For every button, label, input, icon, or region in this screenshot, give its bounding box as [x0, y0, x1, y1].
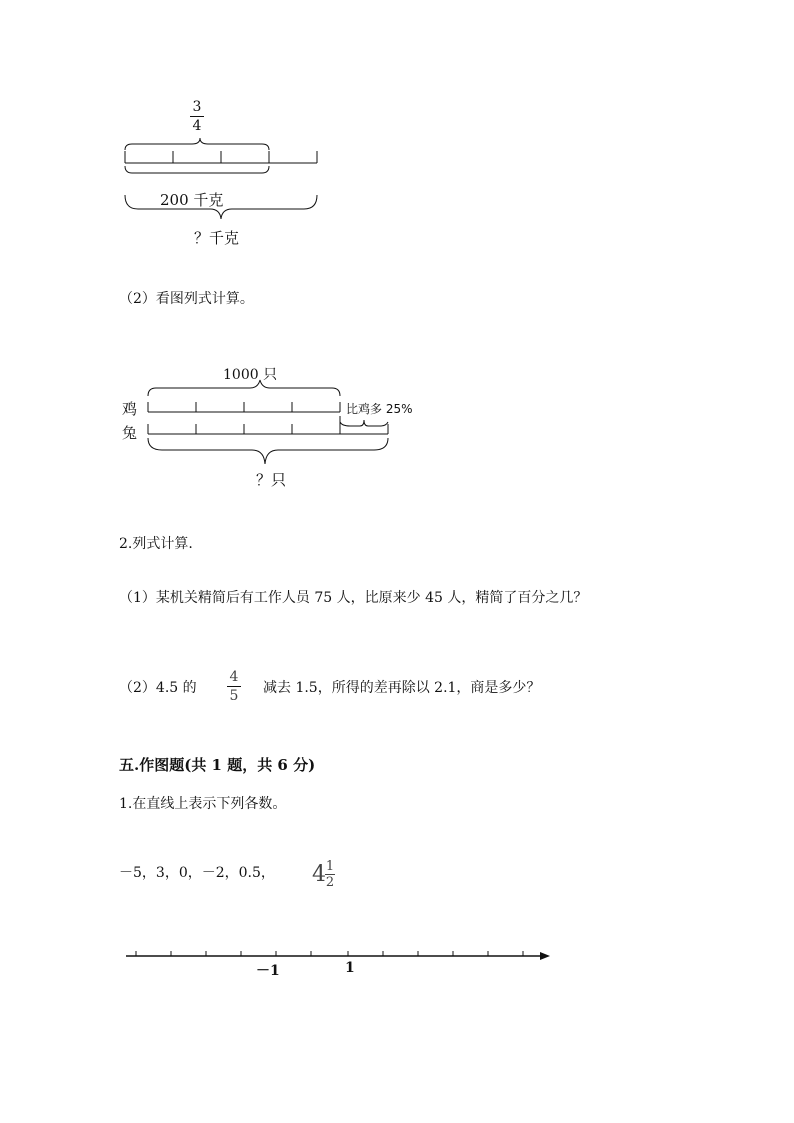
row-label-rabbit: 兔 [122, 424, 138, 442]
fraction-bar [190, 116, 204, 117]
diagram-kg-segments [110, 135, 340, 225]
label-unknown-count: ？只 [256, 471, 287, 489]
tick-label-neg1: －1 [256, 963, 280, 979]
fraction-four-fifths [227, 669, 241, 704]
label-200kg: 200 千克 [160, 191, 224, 209]
label-1000: 1000 只 [223, 367, 278, 383]
mixed-numerator: 1 [325, 859, 335, 874]
question-1: （1）某机关精简后有工作人员 75 人，比原来少 45 人，精简了百分之几？ [119, 590, 588, 606]
mixed-denominator: 2 [325, 875, 335, 890]
bottom-brace [148, 438, 388, 464]
question-2-post: 减去 1.5，所得的差再除以 2.1，商是多少？ [263, 680, 541, 696]
extra-brace [340, 420, 388, 426]
number-line [120, 945, 560, 975]
mixed-whole: 4 [312, 862, 326, 887]
tick-label-pos1: 1 [345, 960, 355, 976]
fraction-bar [227, 686, 241, 687]
label-unknown-kg: ？千克 [194, 229, 240, 247]
top-brace [125, 138, 269, 150]
fraction-numerator: 3 [192, 99, 202, 115]
fraction-three-quarters [190, 99, 204, 134]
question-number-line: 1.在直线上表示下列各数。 [119, 796, 287, 812]
mid-brace [125, 166, 269, 173]
top-brace [148, 380, 340, 396]
fraction-numerator: 4 [229, 669, 239, 685]
numbers-list: －5，3，0，－2，0.5， [119, 865, 275, 881]
section-heading: 五.作图题(共 1 题，共 6 分) [119, 756, 316, 774]
q2-prompt: （2）看图列式计算。 [119, 291, 254, 307]
fraction-denominator: 4 [192, 118, 202, 134]
fraction-denominator: 5 [229, 688, 239, 704]
mixed-number [312, 860, 342, 894]
section-title: 2.列式计算. [119, 536, 193, 552]
arrow-head-icon [540, 952, 550, 960]
question-2-pre: （2）4.5 的 [119, 680, 197, 696]
row-label-chicken: 鸡 [122, 400, 138, 418]
note-more-than-chicken: 比鸡多 25% [346, 402, 413, 416]
